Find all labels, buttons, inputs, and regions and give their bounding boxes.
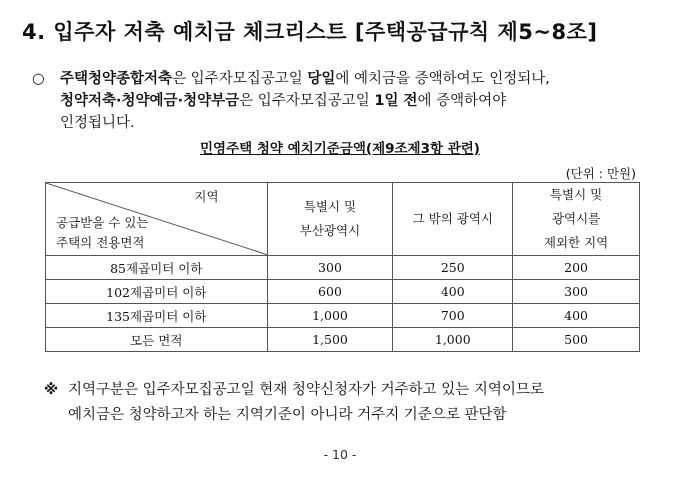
intro-line-2	[60, 90, 550, 112]
intro-segment: 에 예치금을 증액하여도 인정되나,	[335, 71, 550, 87]
table-cell: 250	[393, 256, 513, 280]
row-label: 135제곱미터 이하	[46, 304, 268, 328]
intro-segment: 당일	[307, 71, 336, 87]
table-cell: 600	[267, 280, 393, 304]
table-row	[46, 280, 640, 304]
column-header-line: 특별시 및	[303, 199, 357, 214]
column-header-line: 제외한 지역	[543, 235, 609, 250]
reference-mark-icon: ※	[44, 382, 59, 398]
table-corner-cell	[46, 183, 268, 256]
note-line-1: 지역구분은 입주자모집공고일 현재 청약신청자가 거주하고 있는 지역이므로	[68, 382, 544, 398]
bullet-circle-icon: ○	[32, 71, 45, 87]
intro-segment: 은 입주자모집공고일	[239, 93, 375, 109]
table-cell: 1,000	[393, 328, 513, 352]
column-header-other-metro	[393, 183, 513, 256]
intro-segment: 1일 전	[374, 93, 418, 109]
column-header-line: 부산광역시	[299, 223, 361, 238]
page-title: 4. 입주자 저축 예치금 체크리스트 [주택공급규칙 제5~8조]	[22, 20, 598, 44]
table-cell: 700	[393, 304, 513, 328]
table-cell: 1,000	[267, 304, 393, 328]
table-cell: 500	[513, 328, 640, 352]
intro-segment: 주택청약종합저축	[60, 71, 173, 87]
page-number: - 10 -	[323, 447, 357, 462]
intro-segment: 에 증액하여야	[417, 93, 507, 109]
table-row	[46, 328, 640, 352]
intro-line-1	[60, 68, 550, 90]
column-header-other-regions	[513, 183, 640, 256]
column-header-line: 특별시 및	[549, 187, 603, 202]
row-label: 모든 면적	[46, 328, 268, 352]
unit-label: (단위 : 만원)	[565, 166, 636, 181]
table-header-row	[46, 183, 640, 256]
intro-line-3	[60, 112, 550, 134]
intro-text	[60, 68, 550, 134]
intro-segment: 은 입주자모집공고일	[172, 71, 308, 87]
corner-area-label-2: 주택의 전용면적	[56, 235, 145, 250]
table-title	[0, 137, 680, 157]
column-header-line: 그 밖의 광역시	[412, 211, 493, 226]
row-label: 102제곱미터 이하	[46, 280, 268, 304]
table-cell: 1,500	[267, 328, 393, 352]
table-row	[46, 256, 640, 280]
table-row	[46, 304, 640, 328]
table-cell: 300	[513, 280, 640, 304]
column-header-seoul-busan	[267, 183, 393, 256]
intro-segment: 인정됩니다.	[60, 115, 135, 131]
intro-segment: 청약저축·청약예금·청약부금	[60, 93, 240, 109]
row-label: 85제곱미터 이하	[46, 256, 268, 280]
table-cell: 300	[267, 256, 393, 280]
deposit-table	[45, 182, 640, 352]
note-line-2: 예치금은 청약하고자 하는 지역기준이 아니라 거주지 기준으로 판단함	[68, 407, 507, 423]
table-cell: 200	[513, 256, 640, 280]
table-cell: 400	[513, 304, 640, 328]
note-text	[68, 378, 544, 428]
column-header-line: 광역시를	[551, 211, 601, 226]
table-cell: 400	[393, 280, 513, 304]
corner-region-label: 지역	[194, 189, 219, 204]
corner-area-label-1: 공급받을 수 있는	[56, 215, 149, 230]
table-title-text: 민영주택 청약 예치기준금액(제9조제3항 관련)	[200, 141, 480, 157]
